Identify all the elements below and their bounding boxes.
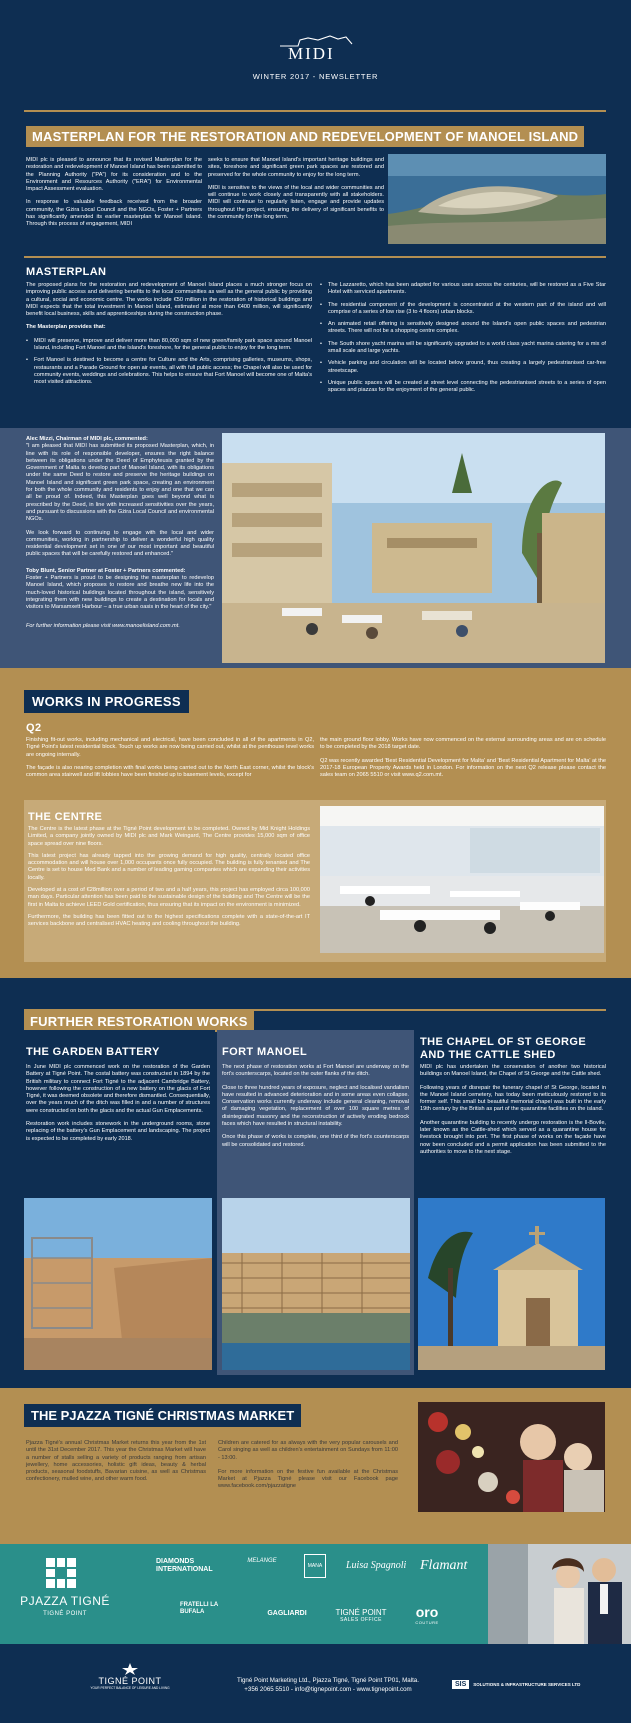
garden-battery-heading: THE GARDEN BATTERY <box>26 1046 160 1058</box>
intro-paragraph: MIDI plc is pleased to announce that its revised Masterplan for the restoration and redevelopment of Manoel Island has been submitted to the Planning Authority ("PA") for its consideration and to the Environment and Resources Authority ("ERA") for Environmental Impact Assessment evaluation. <box>26 157 202 193</box>
midi-logo-text: MIDI <box>288 44 335 63</box>
tigne-point-footer-logo <box>90 1662 170 1690</box>
intro-paragraph: In response to valuable feedback received from the broader community, the Gżira Local Council and the NGOs, Foster + Partners has significantly amended its earlier masterplan for Manoel Island. Through this process of engagement, MIDI <box>26 199 202 228</box>
chapel-paragraph: Another quarantine building to recently undergo restoration is the Il-Bovile, later known as the Cattle-shed which served as a quarantine house for livestock brought into port. The first phase of works on the façade have now been concluded and a permit application has been submitted to the authorities to move to the next stage. <box>420 1119 606 1155</box>
bullet-item: • Fort Manoel is destined to become a centre for Culture and the Arts, comprising galleries, museums, shops, restaurants and a Parade Ground for open air events, all with full public access; the Chapel will also be used for community events, weddings and celebrations. This helps to ensure that Fort Manoel will become one of Malta's most visited attractions. <box>26 357 312 386</box>
centre-paragraph: Developed at a cost of €28million over a period of two and a half years, this project has employed circa 100,000 man days. Particular attention has been paid to the sustainable design of the building and The Centre will be the first in Malta to achieve LEED Gold certification, thus ensuring that its impact on the environment is minimized. <box>28 887 310 908</box>
brand-oro-couture[interactable] <box>402 1604 452 1625</box>
masterplan-right-bullets <box>320 282 606 395</box>
brand-fratelli-la-bufala[interactable]: FRATELLI LA BUFALA <box>180 1602 218 1615</box>
fort-manoel-heading: FORT MANOEL <box>222 1046 308 1058</box>
brand-tigne-point-sales[interactable] <box>328 1608 394 1623</box>
quote-text: Foster + Partners is proud to be designing the masterplan to redevelop Manoel Island, which proposes to restore and breathe new life into the much-loved historical buildings located throughout the island, sensitively integrating them with new buildings to create a destination for locals and visitors to Marsamxett Harbour – a true urban oasis in the heart of the city." <box>26 575 214 611</box>
brand-flamant[interactable]: Flamant <box>420 1558 468 1573</box>
midi-logo <box>278 34 354 64</box>
masterplan-provides-label: The Masterplan provides that: <box>26 324 106 331</box>
garden-battery-text <box>26 1064 210 1143</box>
masterplan-section-title: MASTERPLAN FOR THE RESTORATION AND REDEVELOPMENT OF MANOEL ISLAND <box>26 126 584 147</box>
footer-address <box>218 1676 438 1694</box>
brand-mana[interactable]: MANA <box>304 1554 326 1578</box>
centre-paragraph: Furthermore, the building has been fitted out to the highest specifications complete with a state-of-the-art IT services backbone and centralised HVAC heating and cooling throughout the building. <box>28 913 310 928</box>
brand-tigne-point-name: TIGNÉ POINT <box>335 1608 387 1617</box>
bullet-item: • The South shore yacht marina will be significantly upgraded to a world class yacht marina catering for a mix of small scale and large yachts. <box>320 341 606 356</box>
quote-text: We look forward to continuing to engage with the local and wider communities, working in partnership to deliver a wonderful high quality residential development set in one of our most important and beautiful public spaces that will be carefully restored and enhanced." <box>26 529 214 558</box>
intro-paragraph: seeks to ensure that Manoel Island's important heritage buildings and sites, foreshore and significant green park spaces are restored and preserved for the whole community to enjoy for the long term. <box>208 157 384 178</box>
more-info-text: For further information please visit www.manoelisland.com.mt. <box>26 622 180 629</box>
fort-paragraph: Once this phase of works is complete, one third of the fort's counterscarps will be consolidated and restored. <box>222 1134 409 1148</box>
couple-image <box>488 1544 631 1644</box>
brand-tigne-point-sub: SALES OFFICE <box>340 1617 382 1623</box>
restoration-title: FURTHER RESTORATION WORKS <box>24 1011 254 1032</box>
brand-gagliardi[interactable]: GAGLIARDI <box>267 1610 307 1617</box>
centre-text-col <box>28 826 310 929</box>
pjazza-tigne-logo <box>10 1554 120 1634</box>
centre-heading: THE CENTRE <box>28 811 103 823</box>
q2-paragraph: Finishing fit-out works, including mechanical and electrical, have been concluded in all of the apartments in Q2, Tigné Point's latest residential block. Touch up works are now being carried out, whilst at the penthouse level works are ongoing internally. <box>26 737 314 758</box>
christmas-market-image <box>418 1402 605 1512</box>
tigne-point-footer-tagline: YOUR PERFECT BALANCE OF LEISURE AND LIVING <box>90 1686 170 1690</box>
garden-paragraph: In June MIDI plc commenced work on the restoration of the Garden Battery at Tigné Point. The costal battery was constructed in 1894 by the British military to connect Fort Tigné to the adjacent Cambridge Battery, however following the construction of a new battery on the glacis of Fort Tigné, it was deemed obsolete and therefore dismantled. Consequentially, over the years much of the ditch was filled in and a number of structures were constructed on both the glacis and the actual Gun Emplacements. <box>26 1064 210 1114</box>
q2-paragraph: Q2 was recently awarded 'Best Residential Development for Malta' and 'Best Residential Apartment for Malta' at the 2017-18 European Property Awards held in London. For information on the next Q2 release please contact the sales team on 2065 5510 or visit www.q2.com.mt. <box>320 757 606 779</box>
quote-author: Toby Blunt, Senior Partner at Foster + Partners commented: <box>26 567 186 574</box>
market-right-col <box>218 1440 398 1491</box>
masterplan-intro-col1 <box>26 157 202 229</box>
q2-paragraph: the main ground floor lobby. Works have now commenced on the external surrounding areas and are on schedule to be completed by the 2018 target date. <box>320 737 606 751</box>
bullet-item: • Vehicle parking and circulation will be located below ground, thus creating a largely pedestrianised car-free streetscape. <box>320 360 606 375</box>
centre-paragraph: This latest project has already tapped into the growing demand for high quality, centrally located office accommodation and will house over 1,000 occupants once fully occupied. The building is fully tenanted and The Centre is set to house Med Bank and a number of leading gaming companies which are expanding their activities locally. <box>28 852 310 881</box>
masterplan-left-col <box>26 282 312 392</box>
fort-paragraph: Close to three hundred years of exposure, neglect and localised vandalism have resulted in advanced deterioration and in some areas even collapse. Conservation works currently underway include general cleaning, removal of damaging vegetation, replacement of over 100 square metres of disintegrated masonry and the reconstruction of actively eroding bedrock faces which have resulted in structural instability. <box>222 1084 409 1128</box>
masterplan-heading: MASTERPLAN <box>26 266 107 278</box>
fort-manoel-image <box>222 1198 410 1370</box>
footer <box>0 1644 631 1723</box>
masterplan-paragraph: The proposed plans for the restoration and redevelopment of Manoel Island places a much stronger focus on improving public access and delivering benefits to the local communities as well as the general public by providing a cultural, social and economic centre. The works include €50 million in the restoration of historical buildings and MIDI expects that the total investment in Manoel Island, estimated at more than €400 million, will significantly benefit local business, skills and apprenticeships during the construction phase. <box>26 282 312 318</box>
footer-contact-line[interactable]: +356 2065 5510 - info@tignepoint.com - www.tignepoint.com <box>244 1686 412 1693</box>
sis-logo <box>452 1680 602 1689</box>
market-paragraph: For more information on the festive fun available at the Christmas Market at Pjazza Tigné please visit our Facebook page www.facebook.com/pjazzatigne <box>218 1468 398 1490</box>
centre-office-image <box>320 806 604 953</box>
garden-battery-image <box>24 1198 212 1370</box>
pjazza-sub: TIGNÉ POINT <box>43 1611 87 1617</box>
bullet-item: • Unique public spaces will be created at street level connecting the pedestrianised streets to a series of open spaces and piazzas for the enjoyment of the general public. <box>320 380 606 395</box>
bullet-item: • An animated retail offering is sensitively designed around the Island's open public spaces and pedestrian streets. There will not be a shopping centre complex. <box>320 321 606 336</box>
masterplan-divider <box>24 256 606 258</box>
fort-paragraph: The next phase of restoration works at Fort Manoel are underway on the fort's counterscarps, located on the outer flanks of the ditch. <box>222 1064 409 1078</box>
sis-logo-mark: SIS <box>452 1680 469 1689</box>
works-title: WORKS IN PROGRESS <box>24 690 189 713</box>
quote-text: "I am pleased that MIDI has submitted its proposed Masterplan, which, in line with its role of responsible developer, ensures the right balance between its obligations under the Deed of Emphyteusis granted by the Government of Malta to develop part of Manoel Island, with its obligations under the same Deed to restore and preserve the heritage buildings on Manoel Island and significant green park space, creating an environment for both the whole community and residents to enjoy and one that we can all be proud of. Indeed, this Masterplan goes well beyond what is prescribed by the Deed, in line with increased sensitivities over the years, and pursuant to discussions with the Gżira Local Council and environmental NGOs. <box>26 443 214 523</box>
manoel-island-aerial-image <box>388 154 606 244</box>
chapel-image <box>418 1198 605 1370</box>
bullet-item: • MIDI will preserve, improve and deliver more than 80,000 sqm of new green/family park space around Manoel Island, including Fort Manoel and the Island's foreshore, for the general public to enjoy for the long term. <box>26 338 312 353</box>
q2-heading: Q2 <box>26 722 42 734</box>
quote-author: Alec Mizzi, Chairman of MIDI plc, commented: <box>26 436 148 442</box>
masterplan-right-col <box>320 282 606 400</box>
brand-luisa-spagnoli[interactable]: Luisa Spagnoli <box>346 1560 407 1571</box>
bullet-item: • The Lazzaretto, which has been adapted for various uses across the centuries, will be restored as a Five Star Hotel with serviced apartments. <box>320 282 606 297</box>
chapel-paragraph: Following years of disrepair the funerary chapel of St George, located in the Manoel Island cemetery, has today been meticulously restored to its former self. This small but beautiful memorial chapel was built in the early 19th century by the British as part of the quarantine facilities on the island. <box>420 1084 606 1113</box>
tigne-point-star-icon <box>121 1662 139 1676</box>
centre-paragraph: The Centre is the latest phase at the Tigné Point development to be completed. Owned by Mid Knight Holdings Limited, a company jointly owned by MIDI plc and Mark Weingard, The Centre provides 15,000 sqm of office space spread over nine floors. <box>28 826 310 847</box>
market-title: THE PJAZZA TIGNÉ CHRISTMAS MARKET <box>24 1404 301 1427</box>
tigne-point-footer-name: TIGNÉ POINT <box>98 1676 162 1686</box>
header <box>0 0 631 112</box>
brand-oro-name: oro <box>415 1604 439 1620</box>
q2-paragraph: The façade is also nearing completion with final works being carried out to the North East corner, whilst the block's common area stairwell and lift lobbies have been finished up to basement levels, except for <box>26 764 314 779</box>
fort-manoel-text <box>222 1064 409 1149</box>
q2-right-col <box>320 737 606 779</box>
brand-diamonds-international[interactable]: DIAMONDS INTERNATIONAL <box>156 1558 213 1573</box>
brands-band <box>0 1544 631 1644</box>
brand-melange[interactable]: MELANGE <box>247 1558 277 1564</box>
garden-paragraph: Restoration work includes stonework in the underground rooms, stone replacing of the battery's Gun Emplacement and landscaping. The project is expected to be completed by early 2018. <box>26 1121 210 1142</box>
brand-oro-sub: COUTURE <box>415 1620 439 1625</box>
bullet-item: • The residential component of the development is concentrated at the western part of the island and will comprise of a series of low rise (3 to 4 floors) urban blocks. <box>320 302 606 317</box>
masterplan-intro-col2 <box>208 157 384 221</box>
masterplan-left-bullets <box>26 338 312 387</box>
pjazza-grid-icon <box>46 1558 76 1588</box>
header-divider <box>24 110 606 112</box>
intro-paragraph: MIDI is sensitive to the views of the local and wider communities and will continue to work closely and transparently with all stakeholders. MIDI will continue to regularly listen, engage and provide updates throughout the project, ensuring the delivery of significant benefits to the community for the long term. <box>208 184 384 221</box>
market-paragraph: Pjazza Tigné's annual Christmas Market returns this year from the 1st until the 31st December 2017. This year the Christmas Market will have a number of stalls selling a variety of products ranging from artisan jewellery, home accessories, holistic gift ideas, beauty & herbal products, seasonal foodstuffs, Bavarian cuisine, as well as Christmas confectionery, mulled wine, and other warm food. <box>26 1440 206 1483</box>
q2-left-col <box>26 737 314 779</box>
chapel-heading: THE CHAPEL OF ST GEORGE AND THE CATTLE SHED <box>420 1036 587 1061</box>
quotes-col <box>26 436 214 630</box>
sis-logo-text: SOLUTIONS & INFRASTRUCTURE SERVICES LTD <box>473 1682 581 1687</box>
chapel-text <box>420 1064 606 1156</box>
footer-address-line: Tigné Point Marketing Ltd., Pjazza Tigné, Tigné Point TP01, Malta. <box>237 1677 419 1684</box>
market-left-col <box>26 1440 206 1484</box>
masterplan-rendering-image <box>222 433 605 663</box>
newsletter-subtitle: WINTER 2017 - NEWSLETTER <box>252 72 379 81</box>
pjazza-name: PJAZZA TIGNÉ <box>20 1594 110 1608</box>
market-paragraph: Children are catered for as always with the very popular carousels and Carol singing as well as children's entertainment on Sundays from 11:00 - 13:00. <box>218 1440 398 1461</box>
chapel-paragraph: MIDI plc has undertaken the conservation of another two historical buildings on Manoel Island, the Chapel of St George and the Cattle shed. <box>420 1064 606 1078</box>
